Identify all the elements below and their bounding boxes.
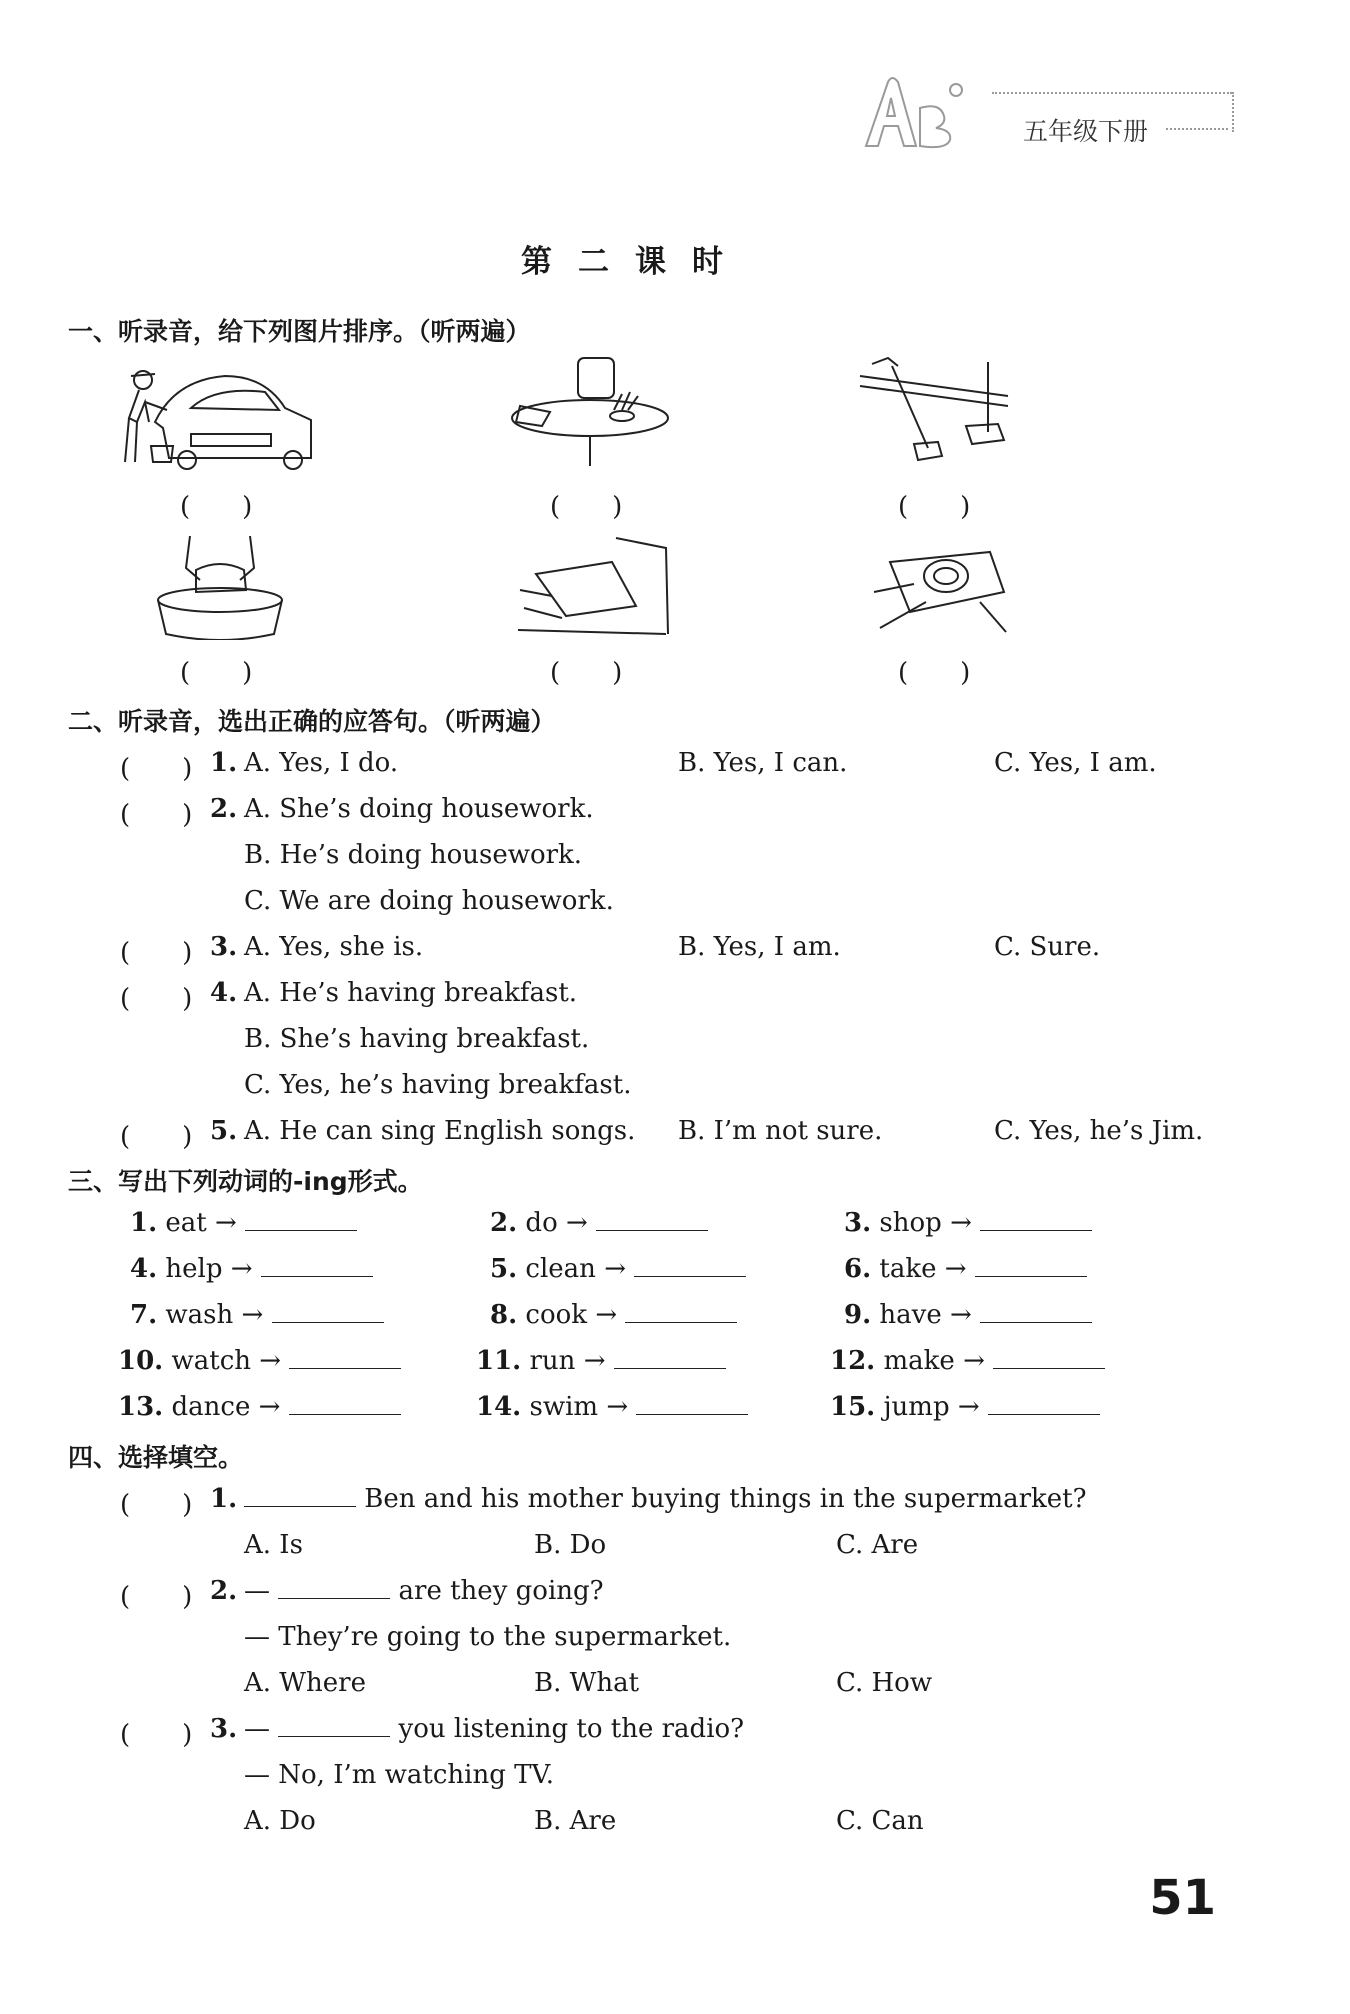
- arrow-icon: →: [950, 1208, 972, 1238]
- answer-paren[interactable]: ( ): [120, 800, 193, 830]
- item-number: 9.: [844, 1300, 872, 1330]
- item-number: 6.: [844, 1254, 872, 1284]
- item-number: 3.: [844, 1208, 872, 1238]
- item-number: 10.: [118, 1346, 164, 1376]
- arrow-icon: →: [963, 1346, 985, 1376]
- verb-item: [130, 1300, 384, 1330]
- option-b: B. I’m not sure.: [678, 1116, 883, 1146]
- option-b: B. Do: [534, 1530, 607, 1560]
- verb-item: [830, 1346, 1105, 1376]
- option-a: A. She’s doing housework.: [244, 794, 594, 824]
- sweeping-floor-icon: [858, 352, 1018, 470]
- option-c: C. Can: [836, 1806, 924, 1836]
- item-number: 7.: [130, 1300, 158, 1330]
- section3-title: 三、写出下列动词的-ing形式。: [68, 1167, 423, 1196]
- answer-paren[interactable]: ( ): [120, 984, 193, 1014]
- answer-blank[interactable]: [289, 1346, 401, 1369]
- cleaning-table-icon: [510, 354, 670, 469]
- option-c: C. Yes, he’s having breakfast.: [244, 1070, 632, 1100]
- verb-word: wash: [165, 1300, 234, 1330]
- question-stem: [244, 1484, 1087, 1514]
- section1-title: 一、听录音，给下列图片排序。（听两遍）: [68, 317, 531, 346]
- lesson-title: 第二课时: [521, 244, 749, 280]
- reply-text: — No, I’m watching TV.: [244, 1760, 554, 1790]
- answer-blank[interactable]: [261, 1254, 373, 1277]
- verb-word: clean: [525, 1254, 596, 1284]
- man-washing-car-icon: [115, 362, 315, 472]
- question-number: 1.: [210, 1484, 238, 1514]
- dash: —: [244, 1576, 270, 1606]
- answer-paren[interactable]: ( ): [120, 754, 193, 784]
- item-number: 13.: [118, 1392, 164, 1422]
- making-bed-icon: [516, 534, 676, 640]
- verb-item: [476, 1392, 748, 1422]
- item-number: 2.: [490, 1208, 518, 1238]
- verb-word: have: [879, 1300, 942, 1330]
- section4-title: 四、选择填空。: [68, 1443, 244, 1472]
- picture-paren-1[interactable]: ( ): [180, 492, 253, 522]
- item-number: 12.: [830, 1346, 876, 1376]
- answer-blank[interactable]: [988, 1392, 1100, 1415]
- answer-blank[interactable]: [993, 1346, 1105, 1369]
- item-number: 1.: [130, 1208, 158, 1238]
- verb-item: [476, 1346, 726, 1376]
- answer-blank[interactable]: [980, 1300, 1092, 1323]
- option-c: C. Yes, he’s Jim.: [994, 1116, 1204, 1146]
- answer-blank[interactable]: [975, 1254, 1087, 1277]
- verb-word: do: [525, 1208, 558, 1238]
- option-c: C. Are: [836, 1530, 919, 1560]
- arrow-icon: →: [950, 1300, 972, 1330]
- option-a: A. Do: [244, 1806, 316, 1836]
- answer-paren[interactable]: ( ): [120, 938, 193, 968]
- answer-paren[interactable]: ( ): [120, 1490, 193, 1520]
- verb-word: cook: [525, 1300, 588, 1330]
- question-stem: [244, 1576, 604, 1606]
- ab-logo-icon: [858, 68, 998, 154]
- answer-blank[interactable]: [614, 1346, 726, 1369]
- question-number: 4.: [210, 978, 238, 1008]
- verb-item: [118, 1346, 401, 1376]
- arrow-icon: →: [230, 1254, 253, 1284]
- arrow-icon: →: [259, 1346, 282, 1376]
- item-number: 5.: [490, 1254, 518, 1284]
- question-number: 1.: [210, 748, 238, 778]
- verb-item: [844, 1254, 1087, 1284]
- answer-blank[interactable]: [596, 1208, 708, 1231]
- arrow-icon: →: [215, 1208, 237, 1238]
- item-number: 8.: [490, 1300, 518, 1330]
- option-b: B. Yes, I am.: [678, 932, 841, 962]
- verb-item: [844, 1208, 1092, 1238]
- verb-word: run: [529, 1346, 576, 1376]
- section2-title: 二、听录音，选出正确的应答句。（听两遍）: [68, 707, 556, 736]
- option-b: B. Yes, I can.: [678, 748, 848, 778]
- grade-label: 五年级下册: [1023, 117, 1149, 146]
- option-a: A. Where: [244, 1668, 366, 1698]
- option-b: B. Are: [534, 1806, 617, 1836]
- question-number: 5.: [210, 1116, 238, 1146]
- washing-clothes-icon: [150, 534, 290, 640]
- arrow-icon: →: [583, 1346, 606, 1376]
- question-number: 2.: [210, 1576, 238, 1606]
- answer-paren[interactable]: ( ): [120, 1122, 193, 1152]
- arrow-icon: →: [604, 1254, 626, 1284]
- stem-text: you listening to the radio?: [398, 1714, 745, 1744]
- question-number: 3.: [210, 932, 238, 962]
- verb-item: [118, 1392, 401, 1422]
- answer-blank[interactable]: [636, 1392, 748, 1415]
- option-a: A. Yes, I do.: [244, 748, 399, 778]
- option-c: C. Sure.: [994, 932, 1101, 962]
- washing-dishes-icon: [870, 532, 1010, 642]
- answer-blank[interactable]: [289, 1392, 401, 1415]
- arrow-icon: →: [565, 1208, 588, 1238]
- verb-item: [844, 1300, 1092, 1330]
- option-b: B. What: [534, 1668, 640, 1698]
- item-number: 4.: [130, 1254, 158, 1284]
- answer-blank[interactable]: [980, 1208, 1092, 1231]
- question-stem: [244, 1714, 744, 1744]
- verb-item: [490, 1254, 746, 1284]
- reply-text: — They’re going to the supermarket.: [244, 1622, 732, 1652]
- verb-word: swim: [529, 1392, 599, 1422]
- option-b: B. He’s doing housework.: [244, 840, 583, 870]
- option-c: C. How: [836, 1668, 933, 1698]
- option-b: B. She’s having breakfast.: [244, 1024, 590, 1054]
- answer-blank[interactable]: [272, 1300, 384, 1323]
- option-a: A. Yes, she is.: [244, 932, 424, 962]
- verb-word: take: [879, 1254, 937, 1284]
- arrow-icon: →: [595, 1300, 618, 1330]
- verb-item: [130, 1208, 357, 1238]
- stem-text: are they going?: [398, 1576, 604, 1606]
- picture-paren-4[interactable]: ( ): [180, 658, 253, 688]
- answer-blank[interactable]: [634, 1254, 746, 1277]
- picture-paren-6[interactable]: ( ): [898, 658, 971, 688]
- option-a: A. He can sing English songs.: [244, 1116, 636, 1146]
- arrow-icon: →: [241, 1300, 264, 1330]
- option-c: C. Yes, I am.: [994, 748, 1157, 778]
- verb-word: help: [165, 1254, 223, 1284]
- option-a: A. Is: [244, 1530, 303, 1560]
- verb-item: [830, 1392, 1100, 1422]
- item-number: 15.: [830, 1392, 876, 1422]
- arrow-icon: →: [944, 1254, 967, 1284]
- header-dotline-vertical: [1232, 92, 1234, 132]
- arrow-icon: →: [258, 1392, 281, 1422]
- answer-blank[interactable]: [278, 1576, 390, 1599]
- arrow-icon: →: [606, 1392, 629, 1422]
- answer-paren[interactable]: ( ): [120, 1720, 193, 1750]
- answer-blank[interactable]: [245, 1208, 357, 1231]
- dash: —: [244, 1714, 270, 1744]
- verb-item: [130, 1254, 373, 1284]
- option-c: C. We are doing housework.: [244, 886, 614, 916]
- page-number: 51: [1149, 1870, 1216, 1926]
- verb-word: make: [883, 1346, 955, 1376]
- arrow-icon: →: [957, 1392, 980, 1422]
- answer-blank[interactable]: [244, 1484, 356, 1507]
- picture-paren-3[interactable]: ( ): [898, 492, 971, 522]
- question-number: 2.: [210, 794, 238, 824]
- answer-blank[interactable]: [278, 1714, 390, 1737]
- answer-paren[interactable]: ( ): [120, 1582, 193, 1612]
- answer-blank[interactable]: [625, 1300, 737, 1323]
- verb-word: watch: [171, 1346, 252, 1376]
- grade-underline: [1166, 128, 1228, 130]
- verb-word: jump: [883, 1392, 950, 1422]
- verb-word: eat: [165, 1208, 207, 1238]
- item-number: 11.: [476, 1346, 522, 1376]
- stem-text: Ben and his mother buying things in the supermarket?: [364, 1484, 1087, 1514]
- verb-item: [490, 1300, 737, 1330]
- verb-item: [490, 1208, 708, 1238]
- verb-word: dance: [171, 1392, 251, 1422]
- item-number: 14.: [476, 1392, 522, 1422]
- option-a: A. He’s having breakfast.: [244, 978, 578, 1008]
- picture-paren-5[interactable]: ( ): [550, 658, 623, 688]
- header-dotline: [992, 92, 1232, 94]
- verb-word: shop: [879, 1208, 942, 1238]
- question-number: 3.: [210, 1714, 238, 1744]
- picture-paren-2[interactable]: ( ): [550, 492, 623, 522]
